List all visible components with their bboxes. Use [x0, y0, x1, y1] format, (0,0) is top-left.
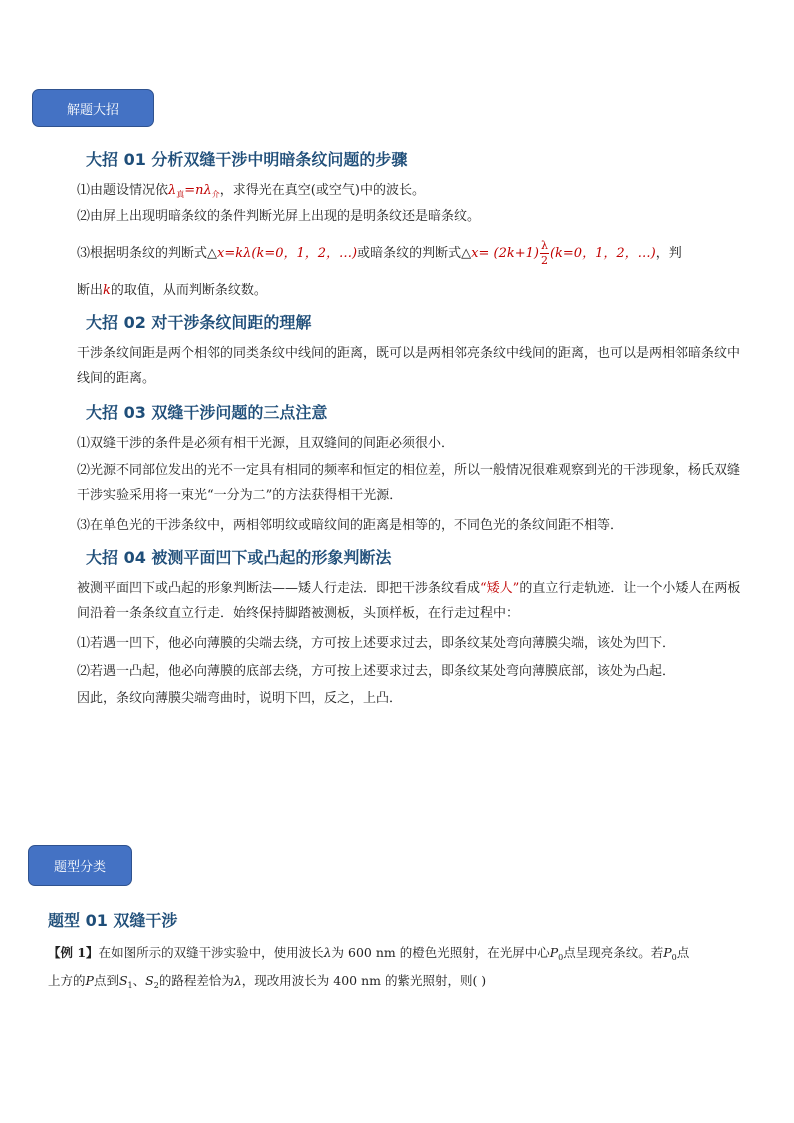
- tip-03-heading: 大招 03 双缝干涉问题的三点注意: [86, 403, 328, 422]
- tip-03-line-2: ⑵光源不同部位发出的光不一定具有相同的频率和恒定的相位差，所以一般情况很难观察到光的干涉现象，杨氏双缝干涉实验采用将一束光“一分为二”的方法获得相干光源．: [77, 463, 741, 503]
- section-tag-tips: [32, 89, 154, 127]
- tip-01-line-2: ⑵由屏上出现明暗条纹的条件判断光屏上出现的是明条纹还是暗条纹。: [77, 209, 481, 224]
- tip-03-line-3: ⑶在单色光的干涉条纹中，两相邻明纹或暗纹间的距离是相等的，不同色光的条纹间距不相等．: [77, 518, 624, 533]
- tip-01-heading: 大招 01 分析双缝干涉中明暗条纹问题的步骤: [86, 150, 408, 169]
- tip-02-paragraph: 干涉条纹间距是两个相邻的同类条纹中线间的距离，既可以是两相邻亮条纹中线间的距离，也可以是两相邻暗条纹中线间的距离。: [77, 346, 741, 386]
- type-01-heading: 题型 01 双缝干涉: [48, 911, 178, 930]
- example-label: 【例 1】: [48, 945, 99, 960]
- section-tag-tips-label: 解题大招: [66, 102, 119, 118]
- tip-04-line-3: 因此，条纹向薄膜尖端弯曲时，说明下凹，反之，上凸．: [77, 691, 403, 706]
- tip-01-line-1: ⑴由题设情况依$\lambda_真=n\lambda_介$，求得光在真空(或空气)中的波长。: [77, 183, 425, 199]
- example-1-line-2: 上方的P点到$S_1$、$S_2$的路程差恰为λ，现改用波长为 400 nm 的紫光照射，则( ): [48, 973, 487, 990]
- section-tag-types-label: 题型分类: [53, 860, 106, 875]
- tip-04-line-2: ⑵若遇一凸起，他必向薄膜的底部去绕，方可按上述要求过去，即条纹某处弯向薄膜底部，该处为凸起．: [77, 664, 676, 679]
- lambda-over-2-fraction: $\frac{\lambda}{2}$: [540, 239, 548, 267]
- tip-04-heading: 大招 04 被测平面凹下或凸起的形象判断法: [86, 548, 392, 567]
- tip-02-heading: 大招 02 对干涉条纹间距的理解: [86, 313, 312, 332]
- tip-04-line-1: ⑴若遇一凹下，他必向薄膜的尖端去绕，方可按上述要求过去，即条纹某处弯向薄膜尖端，该处为凹下．: [77, 636, 676, 651]
- tip-03-line-1: ⑴双缝干涉的条件是必须有相干光源，且双缝间的间距必须很小．: [77, 436, 455, 451]
- section-tag-types: [28, 845, 132, 886]
- tip-04-intro: 被测平面凹下或凸起的形象判断法——矮人行走法．即把干涉条纹看成“矮人”的直立行走轨迹．让一个小矮人在两板间沿着一条条纹直立行走．始终保持脚踏被测板，头顶样板，在行走过程中：: [77, 581, 741, 621]
- example-1-line-1: 【例 1】在如图所示的双缝干涉实验中，使用波长λ为 600 nm 的橙色光照射，在光屏中心$P_0$点呈现亮条纹。若$P_0$点: [48, 945, 690, 962]
- tip-01-line-3: ⑶根据明条纹的判断式△x=kλ(k=0，1，2，…)或暗条纹的判断式△x= (2k+1) $\frac{\lambda}{2}$ (k=0，1，2，…)，判: [77, 239, 682, 267]
- tip-01-line-4: 断出k的取值，从而判断条纹数。: [77, 283, 267, 298]
